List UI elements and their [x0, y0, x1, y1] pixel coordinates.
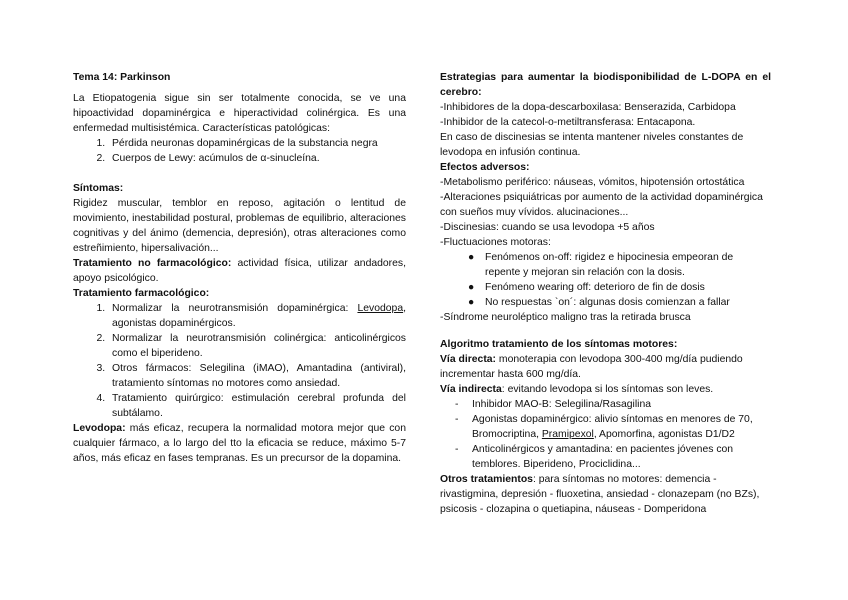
nms-line: -Síndrome neuroléptico maligno tras la retirada brusca	[440, 312, 691, 323]
nonpharm-paragraph	[73, 256, 406, 286]
list-item: 2. Normalizar la neurotransmisión colinérgica: anticolinérgicos como el biperideno.	[108, 331, 406, 361]
list-item	[455, 412, 771, 442]
list-item	[455, 442, 771, 472]
list-item-text: Inhibidor MAO-B: Selegilina/Rasagilina	[472, 399, 652, 410]
adverse-line: -Alteraciones psiquiátricas por aumento de la actividad dopaminérgica con sueños muy vívidos. alucinaciones...	[440, 192, 763, 218]
list-item-text: Fenómeno wearing off: deterioro de fin de dosis	[485, 282, 705, 293]
adverse-line: -Fluctuaciones motoras:	[440, 237, 551, 248]
strategy-line: -Inhibidor de la catecol-o-metiltransferasa: Entacapona.	[440, 117, 696, 128]
fluctuations-list	[440, 250, 771, 310]
direct-heading: Vía directa:	[440, 354, 497, 365]
list-item	[468, 280, 771, 295]
right-column	[440, 70, 771, 517]
pharm-heading: Tratamiento farmacológico:	[73, 288, 210, 299]
page-title: Tema 14: Parkinson	[73, 72, 171, 83]
levodopa-text: más eficaz, recupera la normalidad motora mejor que con cualquier fármaco, a lo largo del tto la eficacia se reduce, máximo 5-7 años, más eficaz en fases tempranas. Es un precursor de la dopamina.	[73, 423, 406, 464]
indirect-text: : evitando levodopa si los síntomas son leves.	[501, 384, 714, 395]
levodopa-paragraph	[73, 421, 406, 466]
list-item	[455, 397, 771, 412]
nonpharm-heading: Tratamiento no farmacológico:	[73, 258, 232, 269]
adverse-heading: Efectos adversos:	[440, 162, 530, 173]
indirect-paragraph	[440, 382, 771, 397]
symptoms-heading: Síntomas:	[73, 183, 124, 194]
strategy-line: -Inhibidores de la dopa-descarboxilasa: Benserazida, Carbidopa	[440, 102, 736, 113]
dash-icon: -	[455, 414, 459, 425]
levodopa-heading: Levodopa:	[73, 423, 126, 434]
other-heading: Otros tratamientos	[440, 474, 533, 485]
algorithm-heading: Algoritmo tratamiento de los síntomas motores:	[440, 339, 678, 350]
list-item	[468, 295, 771, 310]
list-item-text: Agonistas dopaminérgico: alivio síntomas en menores de 70, Bromocriptina,	[472, 414, 753, 440]
dash-icon: -	[455, 444, 459, 455]
list-item-text: , Apomorfina, agonistas D1/D2	[593, 429, 735, 440]
list-item: 3. Otros fármacos: Selegilina (iMAO), Amantadina (antiviral), tratamiento síntomas no motores como ansiedad.	[108, 361, 406, 391]
pathology-list	[73, 136, 406, 166]
list-item	[108, 301, 406, 331]
strategy-line: En caso de discinesias se intenta mantener niveles constantes de levodopa en infusión continua.	[440, 132, 744, 158]
list-item-text: Fenómenos on-off: rigidez e hipocinesia empeoran de repente y mejoran sin relación con la dosis.	[485, 252, 734, 278]
strategies-heading: Estrategias para aumentar la biodisponibilidad de L-DOPA en el cerebro:	[440, 72, 771, 98]
intro-paragraph: La Etiopatogenia sigue sin ser totalmente conocida, se ve una hipoactividad dopaminérgica e hiperactividad colinérgica. Es una enfermedad multisistémica. Características patológicas:	[73, 93, 406, 134]
list-item: 4. Tratamiento quirúrgico: estimulación cerebral profunda del subtálamo.	[108, 391, 406, 421]
pharm-list	[73, 301, 406, 421]
indirect-heading: Vía indirecta	[440, 384, 502, 395]
dash-icon: -	[455, 399, 459, 410]
adverse-line: -Metabolismo periférico: náuseas, vómitos, hipotensión ortostática	[440, 177, 745, 188]
adverse-line: -Discinesias: cuando se usa levodopa +5 años	[440, 222, 655, 233]
bullet-icon: ●	[468, 282, 475, 293]
other-text: : para síntomas no motores: demencia - rivastigmina, depresión - fluoxetina, ansiedad - clonazepam (no BZs), psicosis - clozapina o quetiapina, náuseas - Domperidona	[440, 474, 760, 515]
list-item-text: Anticolinérgicos y amantadina: en pacientes jóvenes con temblores. Biperideno, Prociclidina...	[472, 444, 734, 470]
pramipexol-link[interactable]: Pramipexol	[541, 429, 594, 440]
list-item-text: Normalizar la neurotransmisión dopaminérgica:	[112, 303, 358, 314]
symptoms-paragraph: Rigidez muscular, temblor en reposo, agitación o lentitud de movimiento, inestabilidad postural, problemas de equilibrio, alteraciones cognitivas y del ánimo (demencia, depresión), otras alteraciones como estreñimiento, hipersalivación...	[73, 198, 406, 254]
other-paragraph	[440, 472, 771, 517]
list-item-text: , agonistas dopaminérgicos.	[112, 303, 406, 329]
levodopa-link[interactable]: Levodopa	[357, 303, 404, 314]
bullet-icon: ●	[468, 252, 475, 263]
direct-text: monoterapia con levodopa 300-400 mg/día pudiendo incrementar hasta 600 mg/día.	[440, 354, 743, 380]
indirect-list	[440, 397, 771, 472]
list-item: 2. Cuerpos de Lewy: acúmulos de α-sinucleína.	[108, 151, 406, 166]
list-item-text: No respuestas `on´: algunas dosis comienzan a fallar	[485, 297, 730, 308]
bullet-icon: ●	[468, 297, 475, 308]
nonpharm-text: actividad física, utilizar andadores, apoyo psicológico.	[73, 258, 407, 284]
list-item: 1. Pérdida neuronas dopaminérgicas de la substancia negra	[108, 136, 406, 151]
list-item	[468, 250, 771, 280]
direct-paragraph	[440, 352, 771, 382]
left-column	[73, 70, 406, 466]
